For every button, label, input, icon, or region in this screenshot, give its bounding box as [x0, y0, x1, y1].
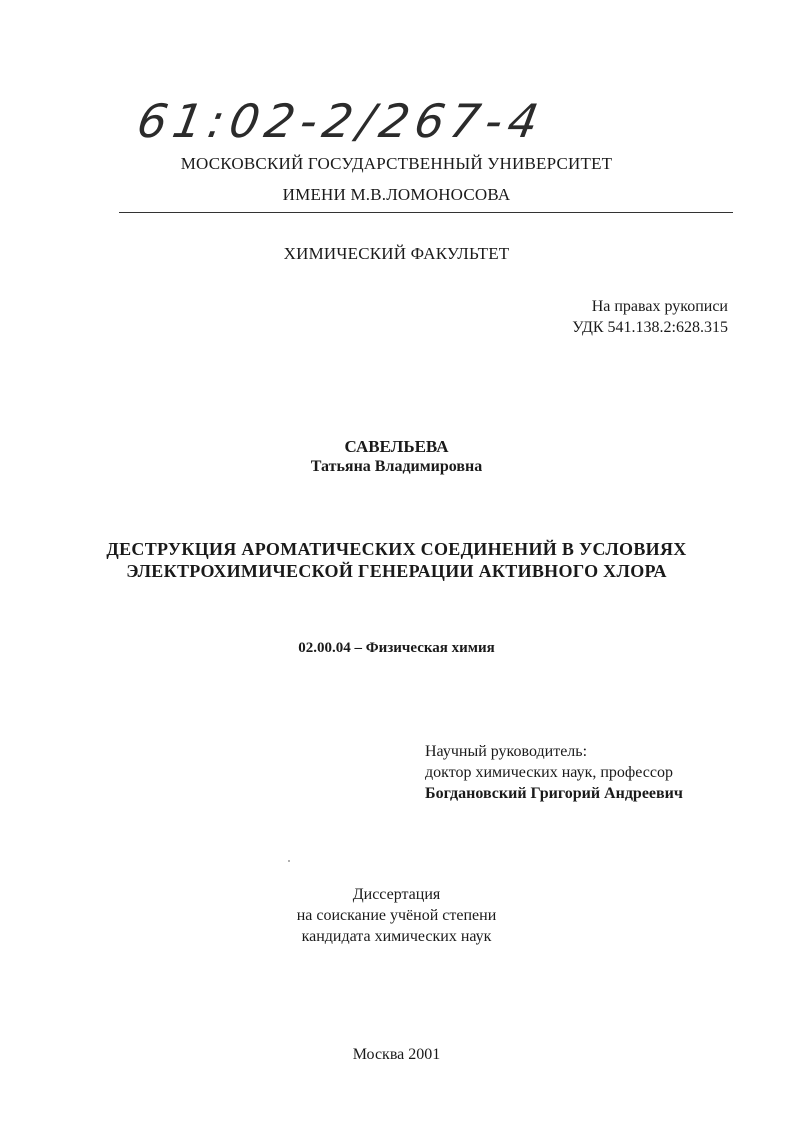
- author-name: Татьяна Владимировна: [310, 458, 483, 475]
- specialty-code: 02.00.04 – Физическая химия: [298, 640, 495, 656]
- supervisor-degree: доктор химических наук, профессор: [425, 764, 673, 781]
- header-divider: [119, 212, 733, 213]
- city-year: Москва 2001: [352, 1046, 441, 1063]
- scan-speck: [288, 860, 290, 862]
- thesis-title-line-1: ДЕСТРУКЦИЯ АРОМАТИЧЕСКИХ СОЕДИНЕНИЙ В УСЛОВИЯХ: [106, 539, 687, 559]
- thesis-title-line-2: ЭЛЕКТРОХИМИЧЕСКОЙ ГЕНЕРАЦИИ АКТИВНОГО ХЛОРА: [126, 561, 667, 581]
- udk-code: УДК 541.138.2:628.315: [572, 319, 728, 336]
- author-surname: САВЕЛЬЕВА: [344, 437, 449, 456]
- handwritten-archive-number: 61:02-2/267-4: [133, 94, 549, 148]
- rights-note: На правах рукописи: [591, 298, 728, 315]
- supervisor-label: Научный руководитель:: [425, 743, 588, 760]
- dissertation-line-3: кандидата химических наук: [301, 928, 492, 945]
- dissertation-line-1: Диссертация: [352, 886, 441, 903]
- university-line-1: МОСКОВСКИЙ ГОСУДАРСТВЕННЫЙ УНИВЕРСИТЕТ: [180, 154, 613, 173]
- faculty-name: ХИМИЧЕСКИЙ ФАКУЛЬТЕТ: [283, 244, 510, 263]
- university-line-2: ИМЕНИ М.В.ЛОМОНОСОВА: [282, 185, 511, 204]
- dissertation-line-2: на соискание учёной степени: [296, 907, 497, 924]
- supervisor-name: Богдановский Григорий Андреевич: [425, 785, 683, 802]
